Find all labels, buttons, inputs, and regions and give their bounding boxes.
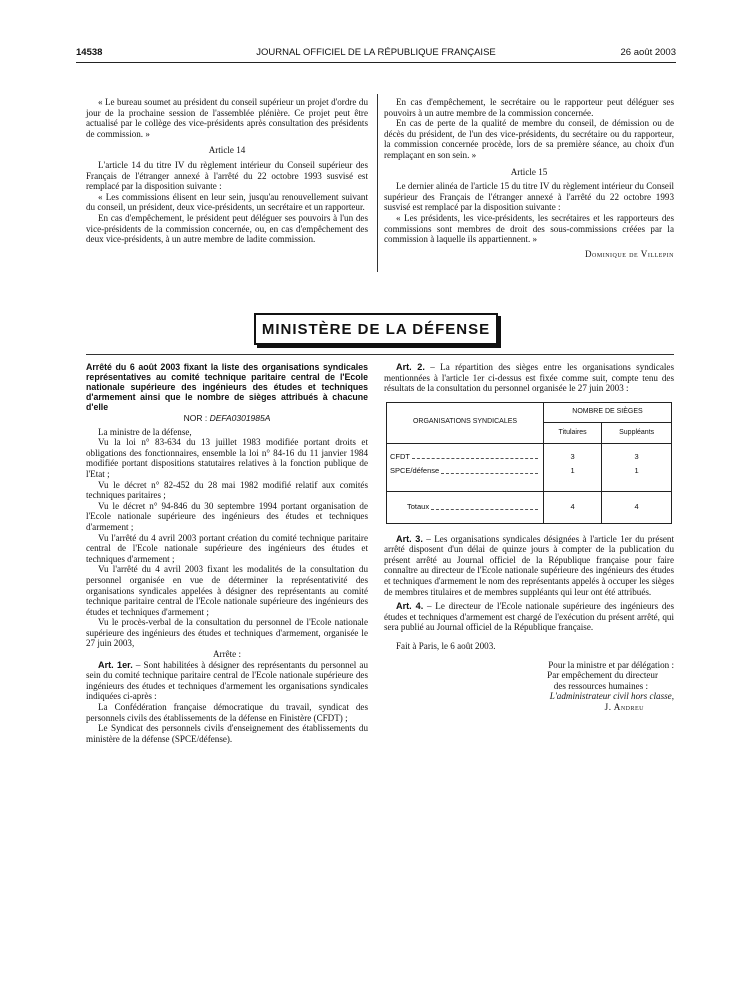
- closing-block: [384, 660, 674, 713]
- vu-paragraph: Vu le procès-verbal de la consultation du personnel de l'Ecole nationale supérieure des ingénieurs des études et techniques d'armement, organisée le 27 juin 2003,: [86, 617, 368, 649]
- table-cell-tit: 1: [544, 464, 602, 491]
- section-rule: [86, 354, 674, 355]
- paragraph: « Les présidents, les vice-présidents, les secrétaires et les rapporteurs des commissions sont membres de droit des sous-commissions créées par la commission à laquelle ils appartiennent. »: [384, 212, 674, 245]
- ministry-title: MINISTÈRE DE LA DÉFENSE: [254, 313, 498, 345]
- article-14-heading: Article 14: [208, 145, 246, 156]
- paragraph: Le dernier alinéa de l'article 15 du titre IV du règlement intérieur du Conseil supérieur des Français de l'étranger annexé à l'arrêté du 22 octobre 1993 susvisé est remplacé par la disposition suivante :: [384, 181, 674, 213]
- vu-paragraph: Vu l'arrêté du 4 avril 2003 fixant les modalités de la consultation du personnel organisée en vue de déterminer la représentativité des organisations syndicales appelées à désigner des représentants au comité technique paritaire central de l'Ecole nationale supérieure des ingénieurs des études et techniques d'armement ;: [86, 564, 368, 617]
- total-label: Totaux: [407, 501, 430, 511]
- table-cell-sup: 1: [602, 464, 672, 491]
- org-name: SPCE/défense: [390, 466, 440, 476]
- article-4-text: – Le directeur de l'Ecole nationale supérieure des ingénieurs des études et techniques d'armement est chargé de l'exécution du présent arrêté, qui sera publié au Journal officiel de la République française.: [384, 601, 674, 633]
- closing-line: Pour la ministre et par délégation :: [548, 659, 674, 670]
- vu-paragraph: Vu la loi n° 83-634 du 13 juillet 1983 modifiée portant droits et obligations des fonctionnaires, ensemble la loi n° 84-16 du 11 janvier 1984 modifiée portant dispositions statutaires relatives à la fonction publique de l'Etat ;: [86, 437, 368, 479]
- paragraph: En cas de perte de la qualité de membre du conseil, de démission ou de décès du président, de l'un des vice-présidents, du secrétaire ou du rapporteur, la commission concernée procède, lors de sa première séance, au choix d'un remplaçant en son sein. »: [384, 118, 674, 160]
- decree-title: Arrêté du 6 août 2003 fixant la liste des organisations syndicales représentatives au comité technique paritaire central de l'Ecole nationale supérieure des ingénieurs des études et techniques d'armement ainsi que le nombre de sièges attribués à chacune d'elle: [86, 362, 368, 412]
- closing-line: des ressources humaines :: [553, 680, 648, 691]
- decree-right-column: [384, 362, 674, 712]
- vu-paragraph: Vu le décret n° 94-846 du 30 septembre 1994 portant organisation de l'Ecole nationale supérieure des ingénieurs des études et techniques d'armement ;: [86, 500, 368, 532]
- article-1-text: – Sont habilitées à désigner des représentants du personnel au sein du comité technique paritaire central de l'Ecole nationale supérieure des ingénieurs des études et techniques d'armement les organisations syndicales indiquées ci-après :: [86, 659, 368, 702]
- signatory: J. Andreu: [604, 701, 644, 712]
- article-3-label: Art. 3.: [396, 533, 423, 544]
- table-header-org: ORGANISATIONS SYNDICALES: [387, 402, 544, 443]
- table-row: [387, 443, 672, 464]
- header-rule: [76, 62, 676, 63]
- organisation-paragraph: Le Syndicat des personnels civils d'enseignement des établissements du ministère de la défense (SPCE/défense).: [86, 723, 368, 744]
- table-total-tit: 4: [544, 491, 602, 523]
- done-at-line: Fait à Paris, le 6 août 2003.: [396, 640, 496, 651]
- page-number: 14538: [76, 47, 103, 58]
- table-cell-sup: 3: [602, 443, 672, 464]
- article-3: [384, 534, 674, 598]
- paragraph: « Les commissions élisent en leur sein, jusqu'au renouvellement suivant du conseil, un président, deux vice-présidents, un secrétaire et un rapporteur.: [86, 191, 368, 213]
- table-cell-org: [387, 443, 544, 464]
- nor-reference: [86, 413, 368, 424]
- paragraph: En cas d'empêchement, le président peut déléguer ses pouvoirs à l'un des vice-présidents de la commission concernée, ou, en cas d'empêchement des deux vice-présidents, à un autre membre de ladite commission.: [86, 212, 368, 245]
- table-header-titulaires: Titulaires: [544, 423, 602, 444]
- arrete-heading: Arrête :: [212, 649, 242, 660]
- top-right-column: [384, 97, 674, 259]
- journal-title: JOURNAL OFFICIEL DE LA RÉPUBLIQUE FRANÇAISE: [256, 47, 496, 58]
- article-3-text: – Les organisations syndicales désignées à l'article 1er du présent arrêté disposent d'un délai de quinze jours à compter de la publication du présent arrêté au Journal officiel de la République française pour faire connaître au directeur de l'Ecole nationale supérieure des ingénieurs des études et techniques d'armement le nom des représentants appelés à occuper les sièges de membres titulaires et de membres suppléants qui leur ont été attribués.: [384, 533, 674, 597]
- minister-line: La ministre de la défense,: [98, 426, 192, 437]
- table-total-label: [387, 491, 544, 523]
- article-1-label: Art. 1er.: [98, 659, 133, 670]
- signature: Dominique de Villepin: [584, 248, 674, 259]
- table-total-row: [387, 491, 672, 523]
- vu-paragraph: Vu le décret n° 82-452 du 28 mai 1982 modifié relatif aux comités techniques paritaires ;: [86, 479, 368, 501]
- closing-line: Par empêchement du directeur: [547, 670, 658, 681]
- top-left-column: [86, 97, 368, 245]
- article-2-text: – La répartition des sièges entre les organisations syndicales mentionnées à l'article 1er ci-dessus est fixée comme suit, compte tenu des résultats de la consultation du personnel organisée le 27 juin 2003 :: [384, 362, 674, 394]
- paragraph: L'article 14 du titre IV du règlement intérieur du Conseil supérieur des Français de l'étranger annexé à l'arrêté du 22 octobre 1993 susvisé est remplacé par la disposition suivante :: [86, 159, 368, 192]
- article-1: [86, 660, 368, 702]
- table-header-suppleants: Suppléants: [602, 423, 672, 444]
- nor-label: NOR :: [183, 413, 208, 423]
- closing-title: L'administrateur civil hors classe,: [549, 691, 674, 702]
- nor-code: DEFA0301985A: [209, 413, 271, 423]
- table-header-seats: NOMBRE DE SIÈGES: [544, 402, 672, 423]
- paragraph: « Le bureau soumet au président du conseil supérieur un projet d'ordre du jour de la prochaine session de l'assemblée plénière. Ce projet peut être actualisé par le collège des vice-présidents après consultation des présidents de commission. »: [86, 97, 368, 139]
- paragraph: En cas d'empêchement, le secrétaire ou le rapporteur peut déléguer ses pouvoirs à un autre membre de la commission concernée.: [384, 97, 674, 118]
- article-2: [384, 362, 674, 394]
- table-total-sup: 4: [602, 491, 672, 523]
- publication-date: 26 août 2003: [620, 47, 676, 58]
- column-divider: [377, 94, 378, 272]
- org-name: CFDT: [390, 451, 410, 461]
- vu-paragraph: Vu l'arrêté du 4 avril 2003 portant création du comité technique paritaire central de l'Ecole nationale supérieure des ingénieurs des études et techniques d'armement ;: [86, 532, 368, 564]
- article-15-heading: Article 15: [510, 166, 548, 177]
- organisation-paragraph: La Confédération française démocratique du travail, syndicat des personnels civils des établissements de la défense en Finistère (CFDT) ;: [86, 702, 368, 723]
- page-header: [76, 47, 676, 61]
- closing-line: [384, 691, 674, 702]
- table-row: [387, 464, 672, 491]
- article-4-label: Art. 4.: [396, 601, 424, 612]
- decree-left-column: [86, 362, 368, 744]
- table-cell-tit: 3: [544, 443, 602, 464]
- table-cell-org: [387, 464, 544, 491]
- seats-table: [386, 402, 672, 524]
- article-2-label: Art. 2.: [396, 362, 425, 372]
- article-4: [384, 601, 674, 633]
